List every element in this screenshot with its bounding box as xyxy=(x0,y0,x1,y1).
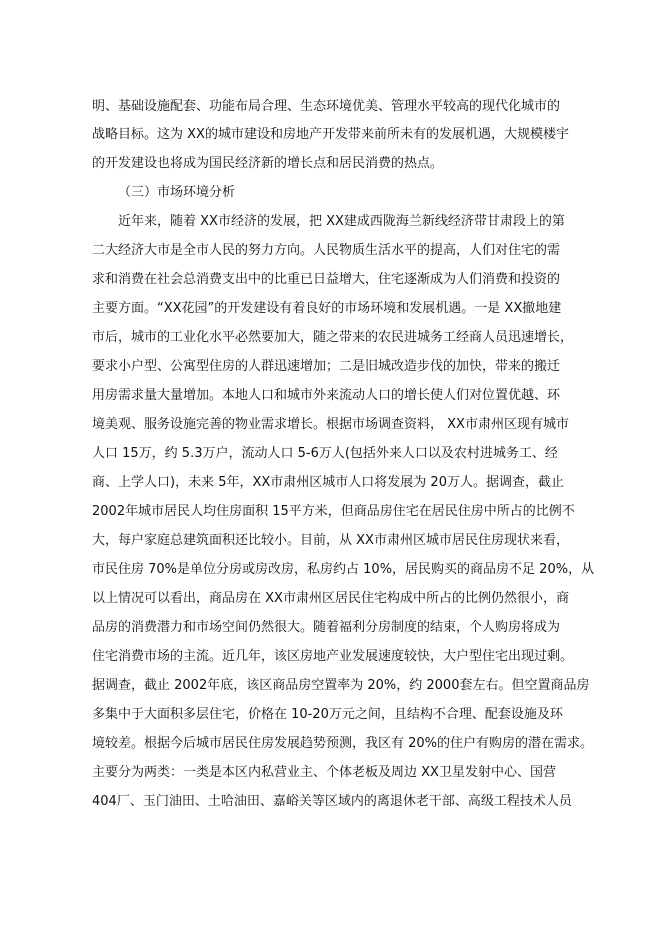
text-line: 多集中于大面积多层住宅，价格在 10-20万元之间，且结构不合理、配套设施及环 xyxy=(92,707,563,722)
text-line: 住宅消费市场的主流。近几年，该区房地产业发展速度较快，大户型住宅出现过剩。 xyxy=(92,649,574,664)
text-line: 市民住房 70%是单位分房或房改房，私房约占 10%，居民购买的商品房不足 20%，从 xyxy=(92,562,595,577)
text-line: 人口 15万，约 5.3万户，流动人口 5-6万人(包括外来人口以及农村进城务工、经 xyxy=(92,446,558,461)
text-line: 主要分为两类：一类是本区内私营业主、个体老板及周边 XX卫星发射中心、国营 xyxy=(92,765,556,780)
text-line: 的开发建设也将成为国民经济新的增长点和居民消费的热点。 xyxy=(92,156,444,171)
text-line: 大，每户家庭总建筑面积还比较小。目前，从 XX市肃州区城市居民住房现状来看， xyxy=(92,533,569,548)
text-line: 境较差。根据今后城市居民住房发展趋势预测，我区有 20%的住户有购房的潜在需求。 xyxy=(92,736,594,751)
text-line: 近年来，随着 XX市经济的发展，把 XX建成西陇海兰新线经济带甘肃段上的第 xyxy=(118,214,565,229)
text-line: 2002年城市居民人均住房面积 15平方米，但商品房住宅在居民住房中所占的比例不 xyxy=(92,504,575,519)
text-line: 境美观、服务设施完善的物业需求增长。根据市场调查资料， XX市肃州区现有城市 xyxy=(92,417,569,432)
section-heading: （三）市场环境分析 xyxy=(118,185,236,200)
text-line: 战略目标。这为 XX的城市建设和房地产开发带来前所未有的发展机遇，大规模楼宇 xyxy=(92,127,569,142)
text-line: 以上情况可以看出，商品房在 XX市肃州区居民住宅构成中所占的比例仍然很小，商 xyxy=(92,591,569,606)
text-line: 明、基础设施配套、功能布局合理、生态环境优美、管理水平较高的现代化城市的 xyxy=(92,99,561,114)
text-line: 据调查，截止 2002年底，该区商品房空置率为 20%，约 2000套左右。但空置商品房 xyxy=(92,678,590,693)
text-line: 求和消费在社会总消费支出中的比重已日益增大，住宅逐渐成为人们消费和投资的 xyxy=(92,272,561,287)
text-line: 404厂、玉门油田、土哈油田、嘉峪关等区域内的离退休老干部、高级工程技术人员 xyxy=(92,794,572,809)
text-line: 品房的消费潜力和市场空间仍然很大。随着福利分房制度的结束，个人购房将成为 xyxy=(92,620,561,635)
text-line: 商、上学人口)，未来 5年，XX市肃州区城市人口将发展为 20万人。据调查，截止 xyxy=(92,475,564,490)
text-line: 用房需求量大量增加。本地人口和城市外来流动人口的增长使人们对位置优越、环 xyxy=(92,388,561,403)
text-line: 要求小户型、公寓型住房的人群迅速增加；二是旧城改造步伐的加快，带来的搬迁 xyxy=(92,359,561,374)
text-line: 主要方面。“XX花园”的开发建设有着良好的市场环境和发展机遇。一是 XX撤地建 xyxy=(92,301,562,316)
text-line: 市后，城市的工业化水平必然要加大，随之带来的农民进城务工经商人员迅速增长， xyxy=(92,330,574,345)
text-line: 二大经济大市是全市人民的努力方向。人民物质生活水平的提高，人们对住宅的需 xyxy=(92,243,561,258)
